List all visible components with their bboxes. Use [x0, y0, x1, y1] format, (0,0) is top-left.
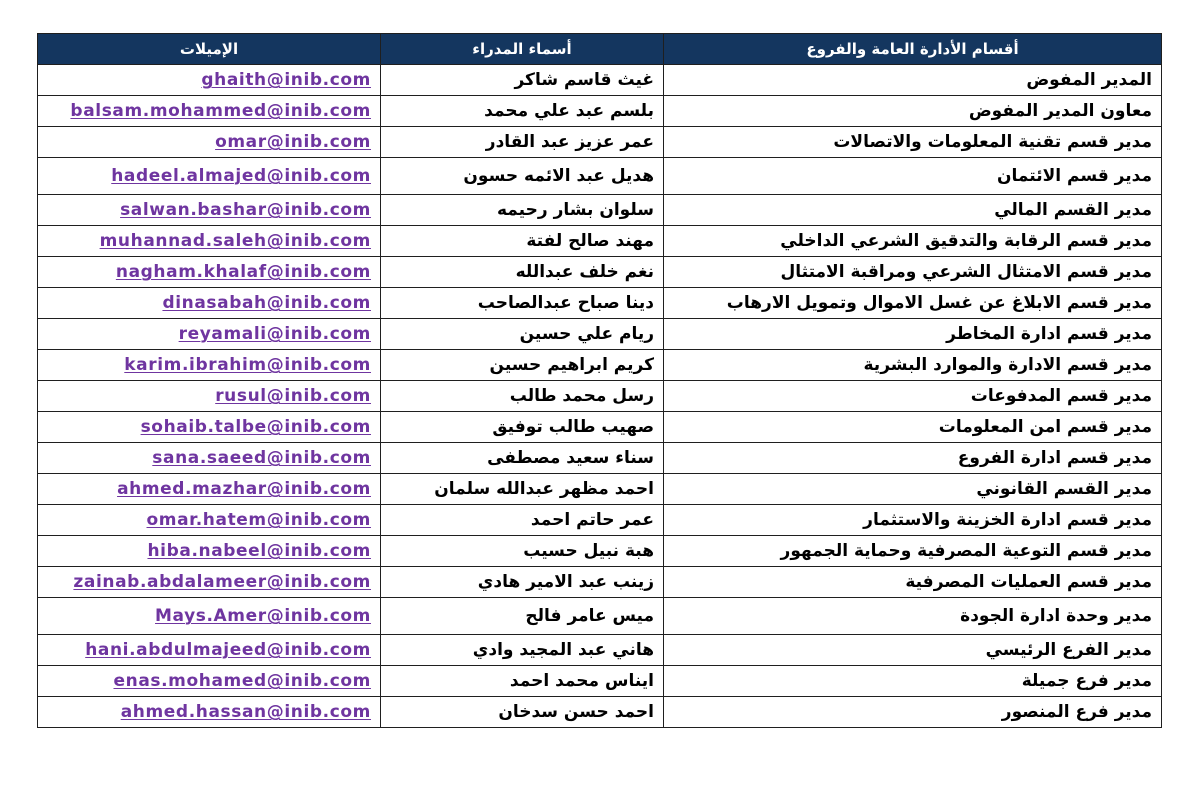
table-row — [38, 158, 1162, 195]
email-link[interactable]: balsam.mohammed@inib.com — [38, 96, 381, 127]
header-emails: الإميلات — [38, 34, 381, 65]
email-link[interactable]: ahmed.hassan@inib.com — [38, 697, 381, 728]
table-row — [38, 567, 1162, 598]
email-link[interactable]: zainab.abdalameer@inib.com — [38, 567, 381, 598]
table-row — [38, 127, 1162, 158]
table-row — [38, 443, 1162, 474]
manager-name: غيث قاسم شاكر — [381, 65, 664, 96]
manager-name: رسل محمد طالب — [381, 381, 664, 412]
department-name: مدير قسم الابلاغ عن غسل الاموال وتمويل الارهاب — [664, 288, 1162, 319]
table-row — [38, 65, 1162, 96]
email-link[interactable]: salwan.bashar@inib.com — [38, 195, 381, 226]
department-name: مدير القسم المالي — [664, 195, 1162, 226]
department-name: مدير فرع المنصور — [664, 697, 1162, 728]
manager-name: سناء سعيد مصطفى — [381, 443, 664, 474]
manager-name: دينا صباح عبدالصاحب — [381, 288, 664, 319]
table-row — [38, 412, 1162, 443]
email-link[interactable]: sohaib.talbe@inib.com — [38, 412, 381, 443]
table-row — [38, 381, 1162, 412]
email-link[interactable]: hani.abdulmajeed@inib.com — [38, 635, 381, 666]
table-row — [38, 96, 1162, 127]
table-row — [38, 257, 1162, 288]
manager-name: كريم ابراهيم حسين — [381, 350, 664, 381]
manager-name: ريام علي حسين — [381, 319, 664, 350]
department-name: مدير قسم الامتثال الشرعي ومراقبة الامتثال — [664, 257, 1162, 288]
department-name: مدير قسم امن المعلومات — [664, 412, 1162, 443]
manager-name: هبة نبيل حسيب — [381, 536, 664, 567]
manager-name: هديل عبد الائمه حسون — [381, 158, 664, 195]
manager-name: احمد حسن سدخان — [381, 697, 664, 728]
department-name: مدير قسم ادارة الخزينة والاستثمار — [664, 505, 1162, 536]
table-row — [38, 505, 1162, 536]
manager-name: عمر عزيز عبد القادر — [381, 127, 664, 158]
department-name: مدير قسم الادارة والموارد البشرية — [664, 350, 1162, 381]
manager-name: عمر حاتم احمد — [381, 505, 664, 536]
table-row — [38, 536, 1162, 567]
manager-name: زينب عبد الامير هادي — [381, 567, 664, 598]
manager-name: احمد مظهر عبدالله سلمان — [381, 474, 664, 505]
table-row — [38, 598, 1162, 635]
email-link[interactable]: reyamali@inib.com — [38, 319, 381, 350]
email-link[interactable]: hiba.nabeel@inib.com — [38, 536, 381, 567]
email-link[interactable]: karim.ibrahim@inib.com — [38, 350, 381, 381]
department-name: مدير قسم المدفوعات — [664, 381, 1162, 412]
table-row — [38, 350, 1162, 381]
department-name: مدير وحدة ادارة الجودة — [664, 598, 1162, 635]
table-row — [38, 288, 1162, 319]
table-row — [38, 319, 1162, 350]
email-link[interactable]: rusul@inib.com — [38, 381, 381, 412]
email-link[interactable]: muhannad.saleh@inib.com — [38, 226, 381, 257]
department-name: مدير القسم القانوني — [664, 474, 1162, 505]
email-link[interactable]: omar@inib.com — [38, 127, 381, 158]
manager-name: هاني عبد المجيد وادي — [381, 635, 664, 666]
email-link[interactable]: dinasabah@inib.com — [38, 288, 381, 319]
table-row — [38, 697, 1162, 728]
table-header-row — [38, 34, 1162, 65]
email-link[interactable]: enas.mohamed@inib.com — [38, 666, 381, 697]
header-manager-names: أسماء المدراء — [381, 34, 664, 65]
manager-name: ايناس محمد احمد — [381, 666, 664, 697]
table-row — [38, 635, 1162, 666]
table-row — [38, 226, 1162, 257]
manager-name: سلوان بشار رحيمه — [381, 195, 664, 226]
department-name: مدير فرع جميلة — [664, 666, 1162, 697]
department-name: مدير قسم تقنية المعلومات والاتصالات — [664, 127, 1162, 158]
department-name: مدير الفرع الرئيسي — [664, 635, 1162, 666]
department-name: معاون المدير المفوض — [664, 96, 1162, 127]
table-row — [38, 666, 1162, 697]
manager-name: ميس عامر فالح — [381, 598, 664, 635]
email-link[interactable]: omar.hatem@inib.com — [38, 505, 381, 536]
department-name: مدير قسم العمليات المصرفية — [664, 567, 1162, 598]
manager-name: نغم خلف عبدالله — [381, 257, 664, 288]
department-name: مدير قسم الائتمان — [664, 158, 1162, 195]
department-name: مدير قسم ادارة الفروع — [664, 443, 1162, 474]
email-link[interactable]: sana.saeed@inib.com — [38, 443, 381, 474]
department-name: المدير المفوض — [664, 65, 1162, 96]
table-row — [38, 195, 1162, 226]
managers-directory-table — [37, 33, 1162, 728]
email-link[interactable]: hadeel.almajed@inib.com — [38, 158, 381, 195]
manager-name: بلسم عبد علي محمد — [381, 96, 664, 127]
email-link[interactable]: nagham.khalaf@inib.com — [38, 257, 381, 288]
department-name: مدير قسم التوعية المصرفية وحماية الجمهور — [664, 536, 1162, 567]
table-row — [38, 474, 1162, 505]
email-link[interactable]: ghaith@inib.com — [38, 65, 381, 96]
manager-name: مهند صالح لفتة — [381, 226, 664, 257]
email-link[interactable]: Mays.Amer@inib.com — [38, 598, 381, 635]
header-departments: أقسام الأدارة العامة والفروع — [664, 34, 1162, 65]
email-link[interactable]: ahmed.mazhar@inib.com — [38, 474, 381, 505]
department-name: مدير قسم الرقابة والتدقيق الشرعي الداخلي — [664, 226, 1162, 257]
manager-name: صهيب طالب توفيق — [381, 412, 664, 443]
department-name: مدير قسم ادارة المخاطر — [664, 319, 1162, 350]
